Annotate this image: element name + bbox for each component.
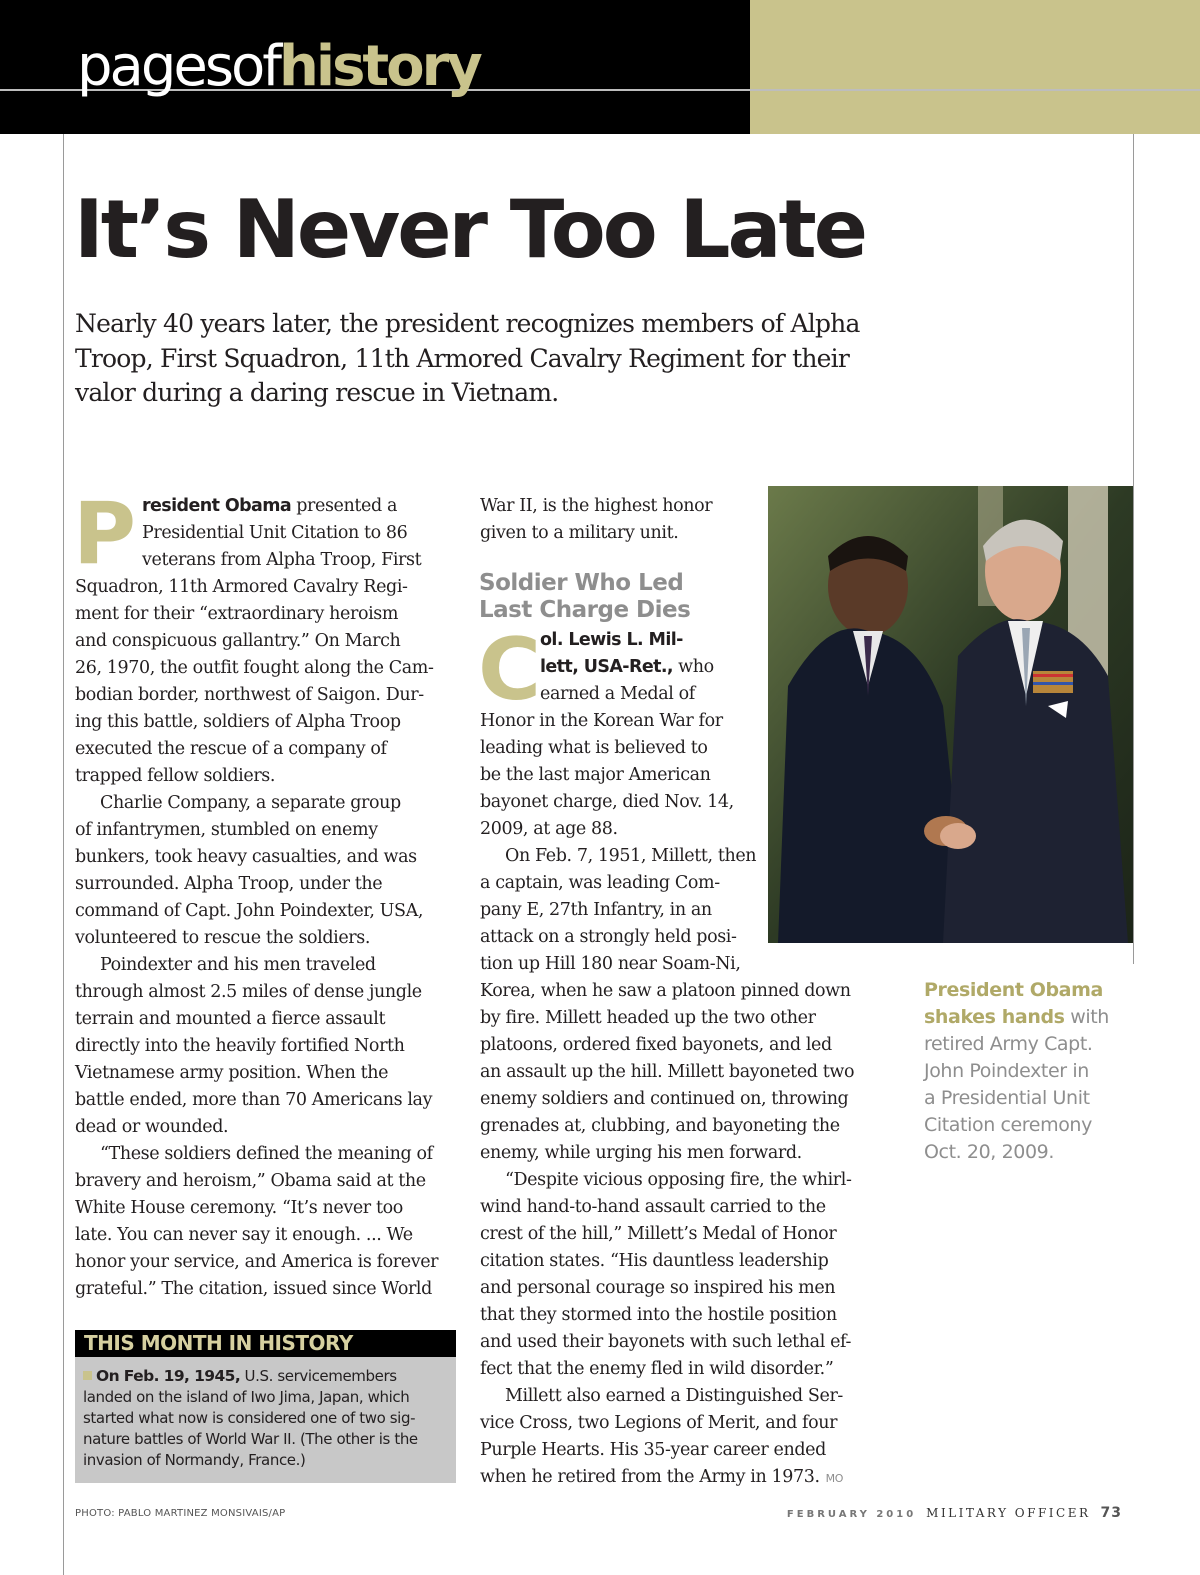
body-line: terrain and mounted a fierce assault (75, 1009, 386, 1029)
page-frame-right (1133, 134, 1134, 964)
body-line: grenades at, clubbing, and bayoneting the (480, 1116, 840, 1136)
body-line: when he retired from the Army in 1973. MO (480, 1467, 843, 1487)
body-line: enemy, while urging his men forward. (480, 1143, 802, 1163)
body-line: by fire. Millett headed up the two other (480, 1008, 816, 1028)
body-line: 2009, at age 88. (480, 819, 618, 839)
body-line: late. You can never say it enough. ... We (75, 1225, 413, 1245)
subhead-line: Last Charge Dies (479, 597, 691, 623)
body-line: bodian border, northwest of Saigon. Dur- (75, 685, 424, 705)
body-line: of infantrymen, stumbled on enemy (75, 820, 378, 840)
body-line: and conspicuous gallantry.” On March (75, 631, 401, 651)
body-line: War II, is the highest honor (480, 496, 713, 516)
body-line: “Despite vicious opposing fire, the whirl- (505, 1170, 852, 1190)
article-column-1 (73, 484, 460, 1303)
page-number: 73 (1100, 1505, 1122, 1521)
sidebar-line: invasion of Normandy, France.) (83, 1451, 306, 1469)
body-line: leading what is believed to (480, 738, 708, 758)
body-line: ing this battle, soldiers of Alpha Troop (75, 712, 401, 732)
body-line: grateful.” The citation, issued since World (75, 1279, 432, 1299)
page-folio (787, 1505, 1122, 1521)
caption-line: a Presidential Unit (924, 1087, 1090, 1109)
body-line: vice Cross, two Legions of Merit, and four (480, 1413, 838, 1433)
subhead-line: Soldier Who Led (479, 570, 684, 596)
body-line: trapped fellow soldiers. (75, 766, 276, 786)
photo-caption (924, 977, 1124, 1166)
body-line: an assault up the hill. Millett bayoneted two (480, 1062, 855, 1082)
body-line: tion up Hill 180 near Soam-Ni, (480, 954, 741, 974)
lead-in-bold: ol. Lewis L. Mil- (540, 630, 683, 650)
body-line: bayonet charge, died Nov. 14, (480, 792, 734, 812)
drop-cap-c: C (478, 620, 542, 720)
lead-in-bold: resident Obama (142, 496, 292, 516)
body-line: that they stormed into the hostile position (480, 1305, 837, 1325)
body-line: Millett also earned a Distinguished Ser- (505, 1386, 843, 1406)
body-line: given to a military unit. (480, 523, 679, 543)
bullet-square-icon (83, 1371, 92, 1380)
subhead (479, 570, 690, 624)
body-line: earned a Medal of (540, 684, 695, 704)
body-line: citation states. “His dauntless leadership (480, 1251, 829, 1271)
body-line: “These soldiers defined the meaning of (100, 1144, 433, 1164)
magazine-name: MILITARY OFFICER (926, 1506, 1091, 1520)
issue-date: FEBRUARY 2010 (786, 1509, 917, 1520)
body-line: pany E, 27th Infantry, in an (480, 900, 712, 920)
ceremony-photo (768, 486, 1133, 943)
this-month-in-history-box (75, 1330, 456, 1483)
body-line: Presidential Unit Citation to 86 (142, 523, 408, 543)
body-line: command of Capt. John Poindexter, USA, (75, 901, 424, 921)
body-line: Vietnamese army position. When the (75, 1063, 389, 1083)
caption-line: retired Army Capt. (924, 1033, 1093, 1055)
body-line: and used their bayonets with such lethal ef- (480, 1332, 851, 1352)
body-line: platoons, ordered fixed bayonets, and led (480, 1035, 832, 1055)
sidebar-line: nature battles of World War II. (The other is the (83, 1430, 418, 1448)
body-line: On Feb. 7, 1951, Millett, then (505, 846, 757, 866)
caption-line: Citation ceremony (924, 1114, 1092, 1136)
lead-in-bold: lett, USA-Ret., (540, 657, 673, 677)
header-accent-block (750, 0, 1200, 134)
body-line: bravery and heroism,” Obama said at the (75, 1171, 426, 1191)
deck: Nearly 40 years later, the president recognizes members of Alpha Troop, First Squadron, 11th Armored Cavalry Regiment for their valor during a daring rescue in Vietnam. (75, 309, 860, 407)
caption-line: John Poindexter in (924, 1060, 1089, 1082)
body-line: wind hand-to-hand assault carried to the (480, 1197, 826, 1217)
photo-credit: PHOTO: PABLO MARTINEZ MONSIVAIS/AP (75, 1508, 286, 1519)
body-line: battle ended, more than 70 Americans lay (75, 1090, 433, 1110)
section-title-light: pagesof (77, 34, 280, 99)
handshake-photo-illustration (768, 486, 1133, 943)
body-line: Poindexter and his men traveled (100, 955, 376, 975)
drop-cap-p: P (73, 484, 137, 584)
body-line: enemy soldiers and continued on, throwing (480, 1089, 849, 1109)
sidebar-line: On Feb. 19, 1945, U.S. servicemembers (83, 1366, 448, 1387)
body-line: lett, USA-Ret., who (540, 657, 714, 677)
body-line: Squadron, 11th Armored Cavalry Regi- (75, 577, 408, 597)
body-line: fect that the enemy fled in wild disorder.” (480, 1359, 834, 1379)
sidebar-lead: On Feb. 19, 1945, (96, 1367, 241, 1385)
body-line: veterans from Alpha Troop, First (142, 550, 422, 570)
body-line: Honor in the Korean War for (480, 711, 723, 731)
body-line: White House ceremony. “It’s never too (75, 1198, 403, 1218)
body-line: Charlie Company, a separate group (100, 793, 401, 813)
body-line: directly into the heavily fortified North (75, 1036, 405, 1056)
body-line: honor your service, and America is forever (75, 1252, 439, 1272)
sidebar-title: THIS MONTH IN HISTORY (75, 1330, 456, 1357)
body-line: crest of the hill,” Millett’s Medal of Honor (480, 1224, 837, 1244)
body-line: and personal courage so inspired his men (480, 1278, 836, 1298)
body-line: 26, 1970, the outfit fought along the Cam- (75, 658, 434, 678)
body-line: Korea, when he saw a platoon pinned down (480, 981, 851, 1001)
page-frame-left (63, 134, 64, 1575)
end-mark: MO (825, 1472, 843, 1485)
caption-line: shakes hands with (924, 1006, 1109, 1028)
sidebar-line: landed on the island of Iwo Jima, Japan, which (83, 1388, 410, 1406)
section-title-bold: history (279, 34, 480, 99)
body-line: executed the rescue of a company of (75, 739, 387, 759)
body-line: volunteered to rescue the soldiers. (75, 928, 371, 948)
caption-lead: President Obama (924, 979, 1103, 1001)
sidebar-body (75, 1357, 456, 1471)
body-line: attack on a strongly held posi- (480, 927, 737, 947)
sidebar-line: started what now is considered one of two sig- (83, 1409, 416, 1427)
body-line: bunkers, took heavy casualties, and was (75, 847, 417, 867)
body-line: surrounded. Alpha Troop, under the (75, 874, 383, 894)
body-line: ment for their “extraordinary heroism (75, 604, 399, 624)
body-line: dead or wounded. (75, 1117, 229, 1137)
body-line: a captain, was leading Com- (480, 873, 720, 893)
body-line: resident Obama presented a (142, 496, 397, 516)
body-line: Purple Hearts. His 35-year career ended (480, 1440, 826, 1460)
body-line: through almost 2.5 miles of dense jungle (75, 982, 422, 1002)
caption-line: Oct. 20, 2009. (924, 1141, 1054, 1163)
body-line: be the last major American (480, 765, 711, 785)
headline: It’s Never Too Late (74, 183, 865, 276)
section-title (77, 34, 480, 100)
